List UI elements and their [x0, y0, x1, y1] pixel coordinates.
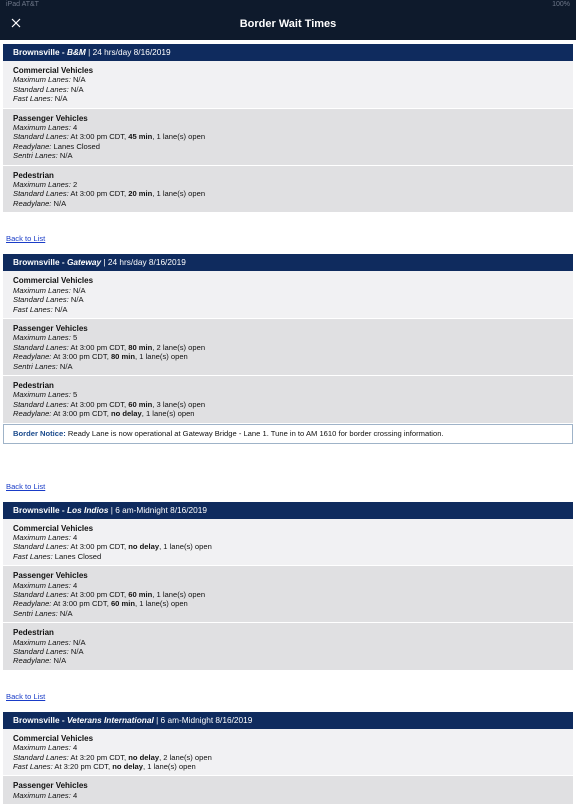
- lane-label: Maximum Lanes:: [13, 743, 71, 753]
- lane-value: , 2 lane(s) open: [152, 342, 206, 352]
- lane-value: 4: [70, 580, 78, 590]
- lane-label: Standard Lanes:: [13, 590, 69, 599]
- port-name: B&M: [66, 47, 86, 57]
- lane-value: , 1 lane(s) open: [152, 590, 206, 599]
- lane-value: , 1 lane(s) open: [152, 132, 206, 142]
- lane-label: Sentri Lanes:: [13, 151, 58, 161]
- lane-line: [13, 542, 563, 551]
- wait-time: no delay: [112, 762, 144, 772]
- nav-bar: [0, 0, 576, 40]
- lane-label: Maximum Lanes:: [13, 532, 71, 542]
- lane-value: 5: [70, 390, 78, 400]
- lane-value: N/A: [70, 75, 86, 85]
- lane-value: , 3 lane(s) open: [152, 399, 206, 409]
- lane-label: Standard Lanes:: [13, 295, 69, 305]
- back-to-list-link[interactable]: Back to List: [6, 691, 46, 701]
- port-name: Los Indios: [66, 504, 109, 515]
- lane-section: [3, 271, 573, 319]
- lane-value: N/A: [52, 94, 68, 104]
- lane-line: [13, 791, 563, 800]
- lane-label: Readylane:: [13, 198, 52, 208]
- lane-label: Maximum Lanes:: [13, 123, 71, 133]
- lane-value: N/A: [51, 656, 67, 666]
- port-hours: | 24 hrs/day 8/16/2019: [85, 47, 171, 57]
- port-name: Veterans International: [66, 714, 154, 725]
- lane-label: Readylane:: [13, 352, 52, 362]
- lane-label: Standard Lanes:: [13, 189, 69, 199]
- wait-time: 60 min: [110, 599, 135, 609]
- wait-time: no delay: [128, 542, 160, 552]
- lane-value: 4: [70, 123, 78, 133]
- lane-label: Standard Lanes:: [13, 342, 69, 352]
- lane-line: [13, 85, 563, 94]
- lane-section: [3, 319, 573, 376]
- section-title: Pedestrian: [13, 628, 54, 638]
- port-header: [3, 502, 573, 519]
- lane-label: Standard Lanes:: [13, 132, 69, 142]
- lane-value: , 1 lane(s) open: [159, 542, 212, 552]
- lane-value: N/A: [70, 285, 86, 295]
- lane-label: Fast Lanes:: [13, 762, 53, 772]
- lane-label: Sentri Lanes:: [13, 361, 58, 371]
- notice-label: Border Notice:: [13, 428, 66, 438]
- back-to-list-link[interactable]: Back to List: [6, 234, 46, 244]
- wait-time: 45 min: [128, 132, 153, 142]
- lane-value: At 3:00 pm CDT,: [68, 399, 129, 409]
- lane-line: [13, 286, 563, 295]
- status-carrier: iPad AT&T: [6, 1, 39, 8]
- section-title: Commercial Vehicles: [13, 733, 94, 743]
- section-title: Passenger Vehicles: [13, 781, 88, 791]
- lane-label: Maximum Lanes:: [13, 180, 71, 190]
- lane-line: [13, 180, 563, 189]
- lane-line: [13, 151, 563, 160]
- section-title: Passenger Vehicles: [13, 113, 88, 123]
- lane-section: [3, 519, 573, 567]
- port-city: Brownsville -: [13, 257, 67, 268]
- lane-value: 4: [70, 743, 78, 753]
- lane-value: At 3:00 pm CDT,: [68, 132, 129, 142]
- port-card: [3, 712, 573, 805]
- lane-label: Fast Lanes:: [13, 551, 53, 561]
- lane-value: 4: [70, 790, 78, 800]
- port-header: [3, 254, 573, 271]
- lane-line: [13, 75, 563, 84]
- lane-value: N/A: [68, 84, 84, 94]
- lane-label: Standard Lanes:: [13, 542, 69, 552]
- lane-value: , 1 lane(s) open: [143, 762, 196, 772]
- lane-value: Lanes Closed: [52, 551, 102, 561]
- lane-line: [13, 638, 563, 647]
- lane-line: [13, 609, 563, 618]
- lane-line: [13, 362, 563, 371]
- lane-line: [13, 409, 563, 418]
- port-city: Brownsville -: [13, 504, 67, 515]
- lane-value: At 3:20 pm CDT,: [52, 762, 113, 772]
- wait-time: 80 min: [128, 342, 153, 352]
- lane-section: [3, 729, 573, 777]
- lane-value: , 1 lane(s) open: [135, 352, 188, 362]
- port-name: Gateway: [66, 257, 102, 268]
- lane-value: At 3:00 pm CDT,: [68, 590, 129, 599]
- lane-label: Standard Lanes:: [13, 399, 69, 409]
- lane-value: N/A: [51, 198, 67, 208]
- port-city: Brownsville -: [13, 47, 67, 57]
- lane-line: [13, 305, 563, 314]
- section-title: Commercial Vehicles: [13, 523, 94, 533]
- wait-time: 80 min: [110, 352, 135, 362]
- section-title: Passenger Vehicles: [13, 323, 88, 333]
- lane-label: Standard Lanes:: [13, 84, 69, 94]
- lane-label: Maximum Lanes:: [13, 75, 71, 85]
- lane-label: Maximum Lanes:: [13, 580, 71, 590]
- lane-label: Standard Lanes:: [13, 647, 69, 657]
- lane-value: At 3:00 pm CDT,: [68, 342, 129, 352]
- port-list: [0, 40, 576, 805]
- section-title: Pedestrian: [13, 170, 54, 180]
- back-to-list-link[interactable]: Back to List: [6, 481, 46, 491]
- lane-line: [13, 552, 563, 561]
- lane-value: N/A: [68, 647, 84, 657]
- lane-section: [3, 623, 573, 671]
- port-hours: | 6 am-Midnight 8/16/2019: [153, 714, 253, 725]
- lane-section: [3, 376, 573, 424]
- lane-label: Maximum Lanes:: [13, 285, 71, 295]
- lane-value: At 3:00 pm CDT,: [68, 189, 129, 199]
- lane-line: [13, 94, 563, 103]
- lane-line: [13, 743, 563, 752]
- lane-line: [13, 390, 563, 399]
- lane-value: N/A: [70, 637, 86, 647]
- lane-line: [13, 656, 563, 665]
- port-card: [3, 254, 573, 443]
- section-title: Passenger Vehicles: [13, 571, 88, 581]
- lane-line: [13, 599, 563, 608]
- page-title: Border Wait Times: [239, 18, 337, 30]
- lane-label: Standard Lanes:: [13, 752, 69, 762]
- lane-value: N/A: [57, 151, 73, 161]
- lane-value: N/A: [57, 608, 73, 618]
- port-hours: | 6 am-Midnight 8/16/2019: [108, 504, 208, 515]
- lane-value: , 2 lane(s) open: [159, 752, 212, 762]
- section-title: Commercial Vehicles: [13, 66, 94, 75]
- port-city: Brownsville -: [13, 714, 67, 725]
- lane-label: Sentri Lanes:: [13, 608, 58, 618]
- lane-section: [3, 109, 573, 166]
- status-bar: [0, 0, 576, 10]
- lane-line: [13, 762, 563, 771]
- port-card: [3, 502, 573, 671]
- lane-line: [13, 132, 563, 141]
- lane-value: At 3:00 pm CDT,: [68, 542, 129, 552]
- lane-line: [13, 753, 563, 762]
- lane-section: [3, 566, 573, 623]
- notice-text: Ready Lane is now operational at Gateway Bridge - Lane 1. Tune in to AM 1610 for border crossing information.: [65, 428, 444, 438]
- lane-label: Fast Lanes:: [13, 94, 53, 104]
- lane-line: [13, 647, 563, 656]
- wait-time: 20 min: [128, 189, 153, 199]
- port-card: [3, 44, 573, 213]
- border-notice: [3, 424, 573, 444]
- lane-line: [13, 189, 563, 198]
- lane-label: Maximum Lanes:: [13, 790, 71, 800]
- lane-line: [13, 400, 563, 409]
- lane-label: Readylane:: [13, 141, 52, 151]
- lane-line: [13, 123, 563, 132]
- lane-label: Readylane:: [13, 599, 52, 609]
- section-title: Pedestrian: [13, 380, 54, 390]
- lane-label: Maximum Lanes:: [13, 637, 71, 647]
- port-header: [3, 44, 573, 61]
- port-header: [3, 712, 573, 729]
- lane-label: Fast Lanes:: [13, 304, 53, 314]
- lane-label: Maximum Lanes:: [13, 390, 71, 400]
- lane-value: 2: [70, 180, 78, 190]
- lane-section: [3, 776, 573, 805]
- lane-value: At 3:00 pm CDT,: [51, 409, 111, 419]
- lane-section: [3, 166, 573, 214]
- lane-value: 4: [70, 532, 78, 542]
- section-title: Commercial Vehicles: [13, 276, 94, 286]
- lane-value: , 1 lane(s) open: [152, 189, 206, 199]
- lane-label: Readylane:: [13, 409, 52, 419]
- lane-line: [13, 199, 563, 208]
- wait-time: no delay: [128, 752, 160, 762]
- lane-value: Lanes Closed: [51, 141, 100, 151]
- lane-value: At 3:20 pm CDT,: [68, 752, 129, 762]
- lane-line: [13, 295, 563, 304]
- port-hours: | 24 hrs/day 8/16/2019: [101, 257, 186, 268]
- lane-value: At 3:00 pm CDT,: [51, 599, 111, 609]
- status-battery: 100%: [552, 1, 570, 8]
- lane-line: [13, 590, 563, 599]
- lane-value: N/A: [68, 295, 84, 305]
- lane-label: Maximum Lanes:: [13, 333, 71, 343]
- wait-time: 60 min: [128, 590, 153, 599]
- lane-label: Readylane:: [13, 656, 52, 666]
- lane-line: [13, 142, 563, 151]
- lane-value: At 3:00 pm CDT,: [51, 352, 111, 362]
- lane-line: [13, 333, 563, 342]
- lane-value: 5: [70, 333, 78, 343]
- lane-line: [13, 581, 563, 590]
- lane-value: N/A: [57, 361, 73, 371]
- wait-time: no delay: [110, 409, 142, 419]
- lane-value: N/A: [52, 304, 68, 314]
- lane-value: , 1 lane(s) open: [141, 409, 195, 419]
- wait-time: 60 min: [128, 399, 153, 409]
- lane-section: [3, 61, 573, 109]
- lane-line: [13, 343, 563, 352]
- lane-line: [13, 352, 563, 361]
- lane-line: [13, 533, 563, 542]
- lane-value: , 1 lane(s) open: [135, 599, 188, 609]
